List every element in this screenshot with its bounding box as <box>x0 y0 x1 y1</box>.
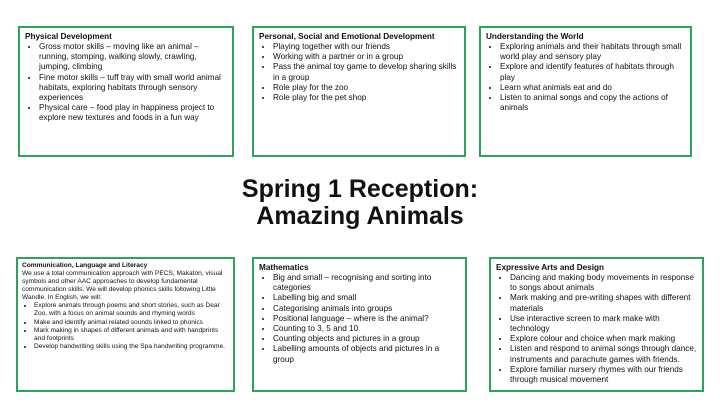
physical-development-heading: Physical Development <box>25 32 112 41</box>
list-item: • Make and identify animal related sounds linked to phonics <box>34 319 229 327</box>
list-item: • Counting objects and pictures in a group <box>273 334 460 344</box>
list-item: • Playing together with our friends <box>273 42 459 52</box>
understanding-world-list <box>486 42 685 113</box>
psed-list <box>259 42 459 103</box>
understanding-world-box <box>479 26 692 157</box>
mathematics-list <box>259 273 460 365</box>
page-title <box>180 176 540 230</box>
communication-list <box>22 302 229 351</box>
title-line-1: Spring 1 Reception: <box>241 175 479 203</box>
communication-heading: Communication, Language and Literacy <box>22 262 148 269</box>
list-item: • Explore and identify features of habitats through play <box>500 62 685 82</box>
list-item: • Role play for the zoo <box>273 83 459 93</box>
list-item: • Physical care – food play in happiness project to explore new textures and foods in a fun way <box>39 103 227 123</box>
list-item: • Labelling amounts of objects and pictures in a group <box>273 344 460 364</box>
list-item: • Explore animals through poems and short stories, such as Dear Zoo, with a focus on animal sounds and rhyming words <box>34 302 229 318</box>
list-item: • Mark making and pre-writing shapes with different materials <box>510 293 697 313</box>
list-item: • Positional language – where is the animal? <box>273 314 460 324</box>
list-item: • Exploring animals and their habitats through small world play and sensory play <box>500 42 685 62</box>
physical-development-list <box>25 42 227 124</box>
list-item: • Explore colour and choice when mark making <box>510 334 697 344</box>
physical-development-box <box>18 26 234 157</box>
list-item: • Explore familiar nursery rhymes with our friends through musical movement <box>510 365 697 385</box>
list-item: • Working with a partner or in a group <box>273 52 459 62</box>
mathematics-heading: Mathematics <box>259 263 309 272</box>
communication-box <box>16 257 235 392</box>
expressive-arts-list <box>496 273 697 385</box>
list-item: • Big and small – recognising and sorting into categories <box>273 273 460 293</box>
understanding-world-heading: Understanding the World <box>486 32 584 41</box>
list-item: • Categorising animals into groups <box>273 304 460 314</box>
psed-heading: Personal, Social and Emotional Development <box>259 32 435 41</box>
list-item: • Develop handwriting skills using the Spa handwriting programme. <box>34 343 229 351</box>
list-item: • Counting to 3, 5 and 10 <box>273 324 460 334</box>
list-item: • Labelling big and small <box>273 293 460 303</box>
expressive-arts-box <box>489 257 704 392</box>
title-line-2: Amazing Animals <box>256 202 464 230</box>
list-item: • Gross motor skills – moving like an animal – running, stomping, walking slowly, crawling, jumping, climbing <box>39 42 227 73</box>
list-item: • Listen to animal songs and copy the actions of animals <box>500 93 685 113</box>
expressive-arts-heading: Expressive Arts and Design <box>496 263 604 272</box>
list-item: • Listen and respond to animal songs through dance, instruments and parachute games with friends. <box>510 344 697 364</box>
communication-intro: We use a total communication approach with PECS, Makaton, visual symbols and other AAC approaches to develop fundamental communication skills. We will develop phonics skills following Little Wandle. In English, we will: <box>22 270 223 302</box>
psed-box <box>252 26 466 157</box>
list-item: • Role play for the pet shop <box>273 93 459 103</box>
list-item: • Learn what animals eat and do <box>500 83 685 93</box>
list-item: • Mark making in shapes of different animals and with handprints and footprints <box>34 327 229 343</box>
mathematics-box <box>252 257 467 392</box>
list-item: • Pass the animal toy game to develop sharing skills in a group <box>273 62 459 82</box>
list-item: • Use interactive screen to mark make with technology <box>510 314 697 334</box>
list-item: • Dancing and making body movements in response to songs about animals <box>510 273 697 293</box>
list-item: • Fine motor skills – tuff tray with small world animal habitats, exploring habitats through sensory experiences <box>39 73 227 104</box>
